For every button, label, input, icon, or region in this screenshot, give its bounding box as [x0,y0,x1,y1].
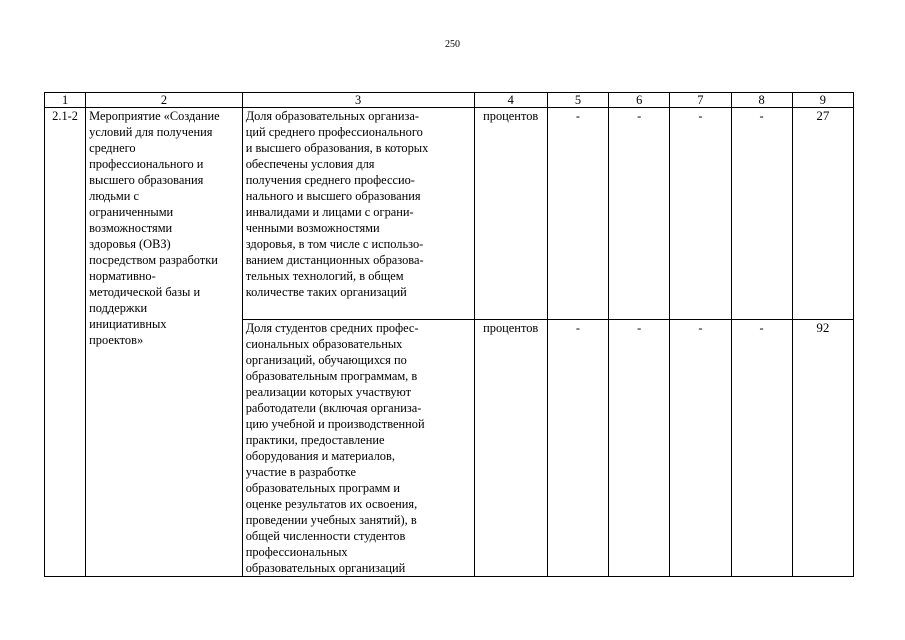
value-cell-6: - [609,108,670,320]
header-cell-1: 1 [45,93,86,108]
header-cell-3: 3 [242,93,474,108]
program-table [44,92,854,577]
item-code-cell: 2.1-2 [45,108,86,577]
page-number: 250 [445,39,460,50]
header-cell-5: 5 [547,93,608,108]
value-cell-8: - [731,320,792,577]
event-description-cell [86,108,243,577]
header-cell-2: 2 [86,93,243,108]
indicator-cell [242,320,474,577]
value-cell-5: - [547,320,608,577]
value-cell-7: - [670,320,731,577]
value-cell-8: - [731,108,792,320]
value-cell-6: - [609,320,670,577]
unit-cell: процентов [474,320,547,577]
event-description: Мероприятие «Создание условий для получения среднего профессионального и высшего образования людьми с ограниченными возможностями здоровья (ОВЗ) посредством разработки нормативно- методической базы и поддержки инициативных проектов» [89,109,220,347]
value-cell-9: 92 [792,320,853,577]
header-cell-9: 9 [792,93,853,108]
value-cell-9: 27 [792,108,853,320]
unit-cell: процентов [474,108,547,320]
value-cell-7: - [670,108,731,320]
header-cell-8: 8 [731,93,792,108]
indicator-text: Доля образовательных организа- ций среднего профессионального и высшего образования, в которых обеспечены условия для получения среднего профессио- нального и высшего образования инвалидами и лицами с ограни- ченными возможностями здоровья, в том числе с использо- ванием дистанционных образова- тельных технологий, в общем количестве таких организаций [245,109,429,299]
table-row [45,108,854,320]
indicator-text: Доля студентов средних профес- сиональных образовательных организаций, обучающихся по образовательным программам, в реализации которых участвуют работодатели (включая организа- цию учебной и производственной практики, предоставление оборудования и материалов, участие в разработке образовательных программ и оценке результатов их освоения, проведении учебных занятий), в общей численности студентов профессиональных образовательных организаций [245,321,425,575]
indicator-cell [242,108,474,320]
header-cell-7: 7 [670,93,731,108]
table-header-row [45,93,854,108]
header-cell-6: 6 [609,93,670,108]
header-cell-4: 4 [474,93,547,108]
value-cell-5: - [547,108,608,320]
